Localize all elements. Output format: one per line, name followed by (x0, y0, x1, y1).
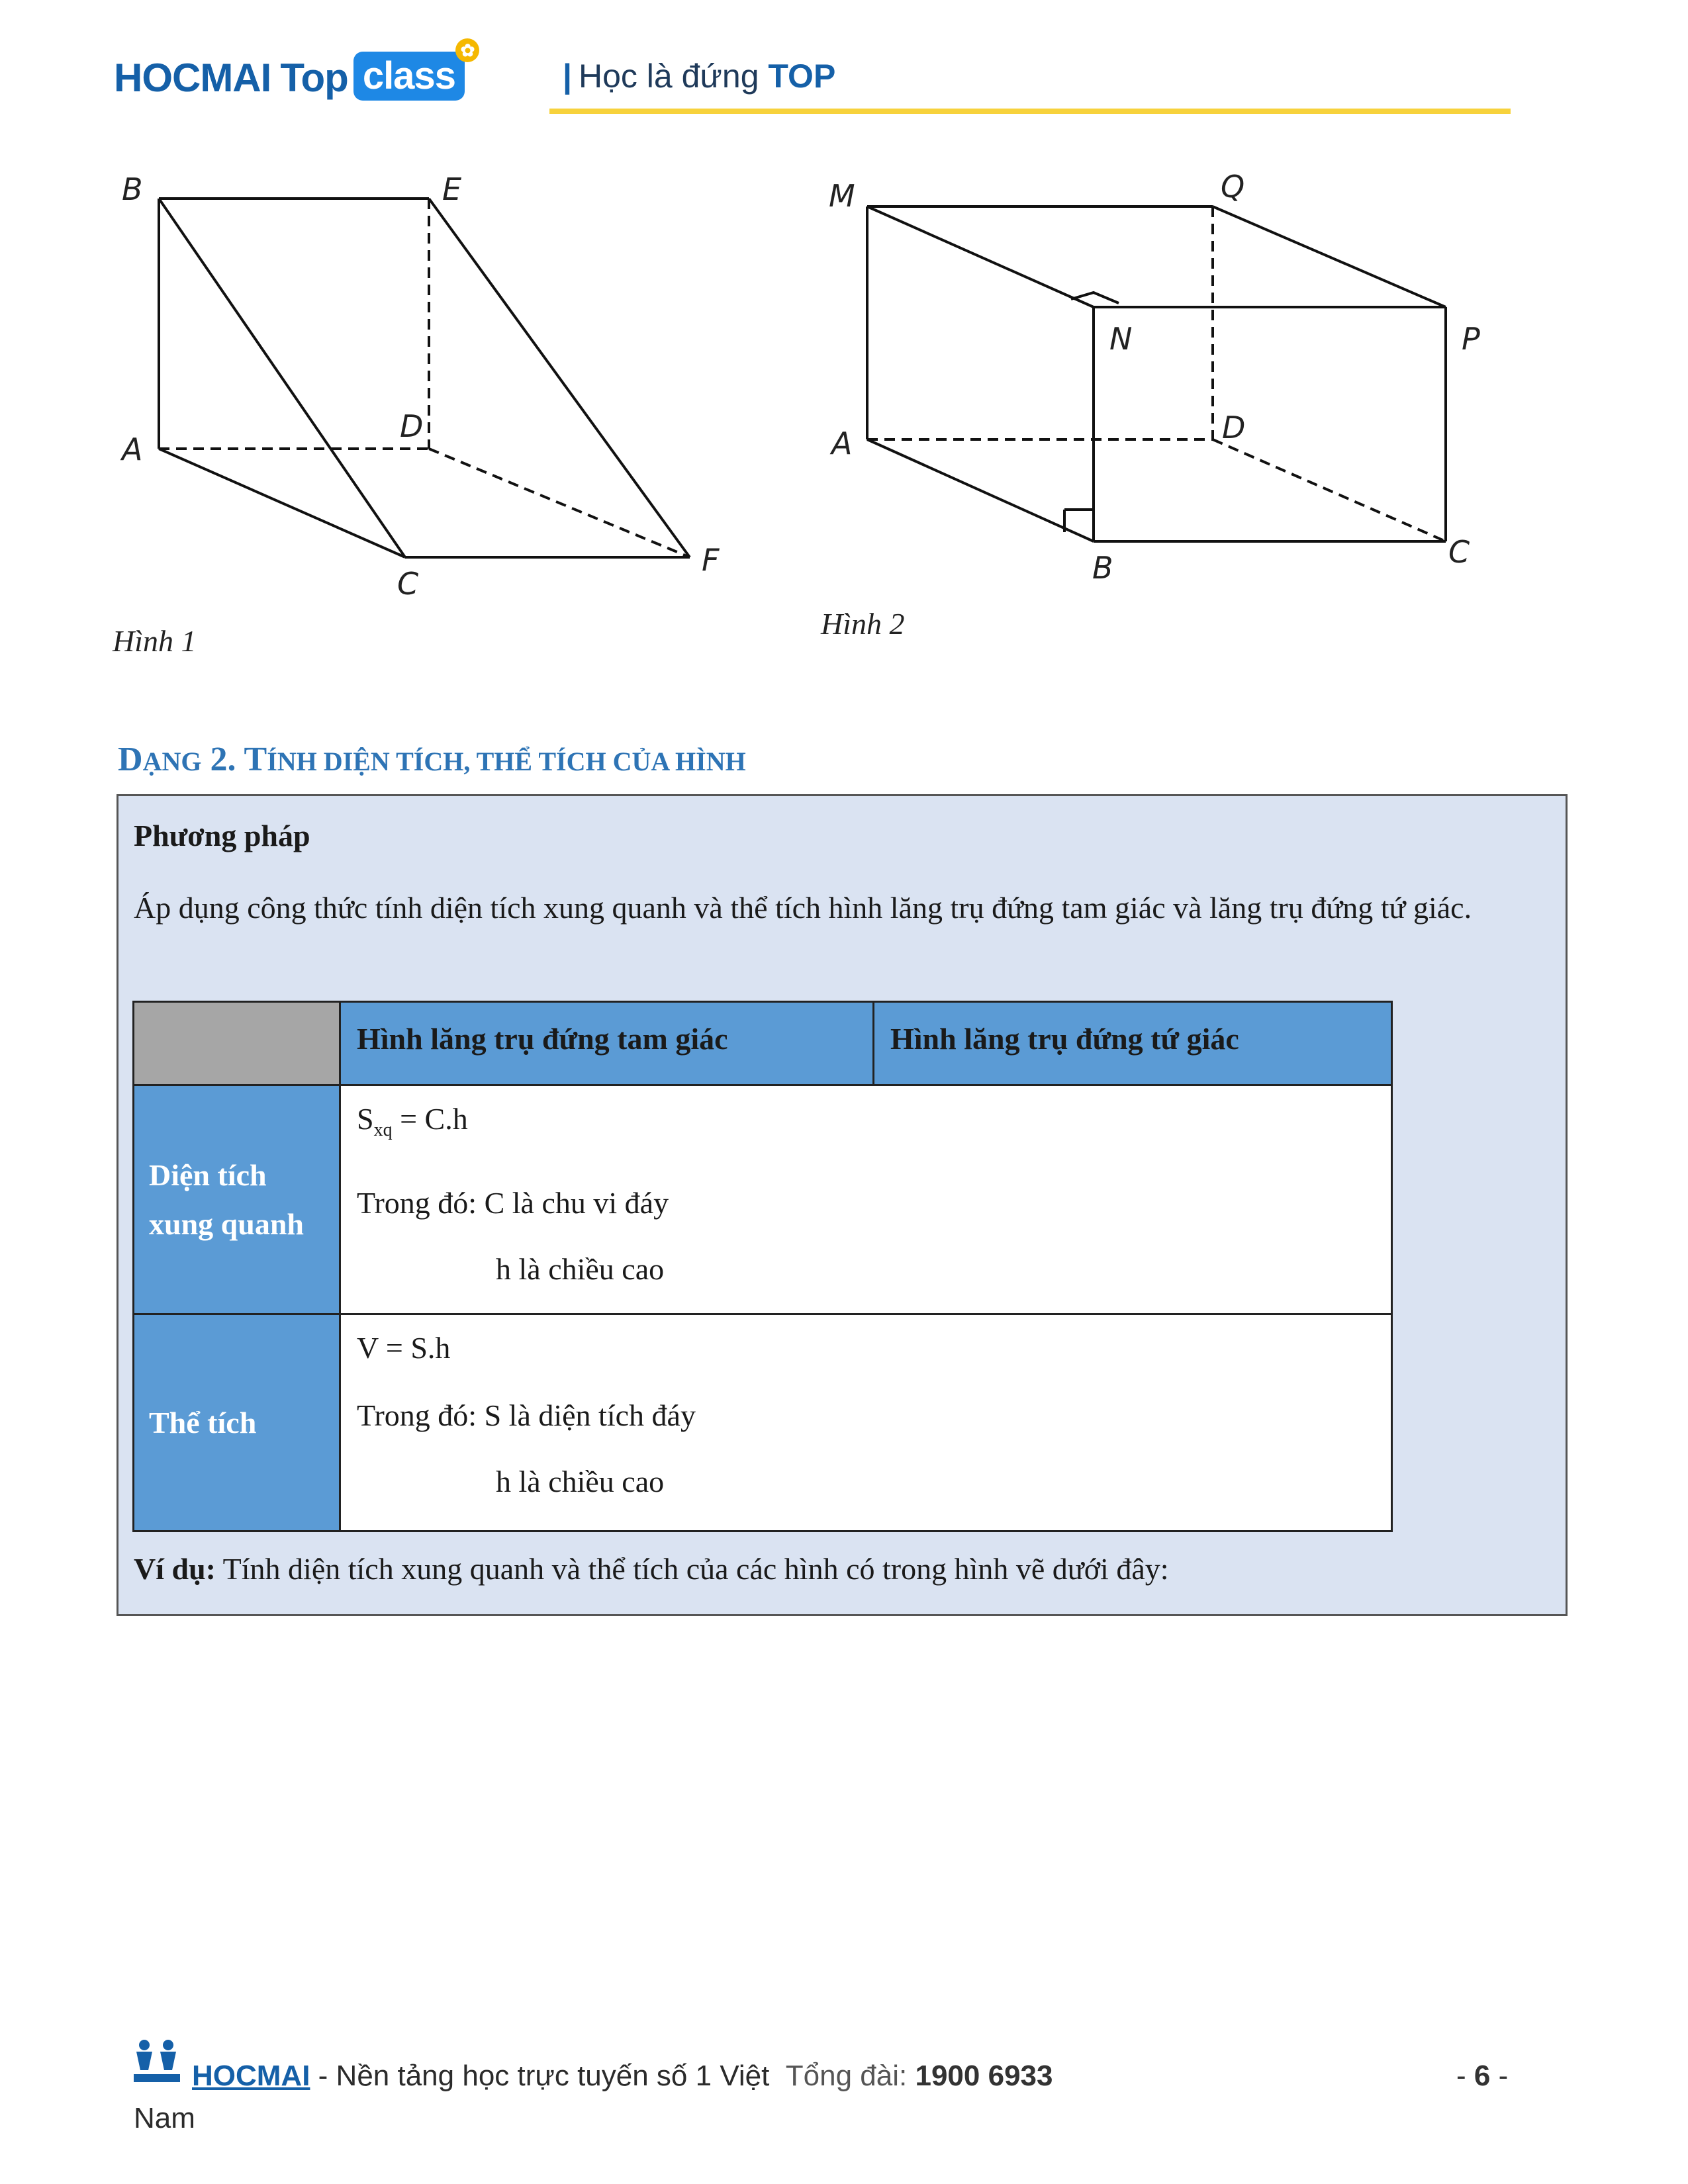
fig1-label-c: C (397, 566, 419, 602)
fig1-label-e: E (442, 171, 462, 207)
fig2-label-p: P (1462, 321, 1480, 357)
row2-line3: h là chiều cao (496, 1465, 665, 1498)
row1-label-line2: xung quanh (149, 1206, 304, 1241)
section-title-part2: ÍNH DIỆN TÍCH, THỂ TÍCH CỦA HÌNH (267, 747, 746, 776)
method-body: Áp dụng công thức tính diện tích xung quanh và thể tích hình lăng trụ đứng tam giác và lăng trụ đứng tứ giác. (134, 891, 1472, 925)
page-value: 6 (1474, 2060, 1491, 2092)
fig2-label-n: N (1109, 321, 1133, 357)
figure2-prism (867, 206, 1446, 541)
hocmai-logo-icon (131, 2037, 184, 2087)
row1-line2: Trong đó: C là chu vi đáy (357, 1186, 669, 1220)
page-prefix: - (1456, 2060, 1474, 2092)
slogan-highlight: TOP (768, 58, 836, 95)
fig2-label-q: Q (1221, 169, 1245, 205)
table-header-row (134, 1002, 1392, 1085)
row2-line2: Trong đó: S là diện tích đáy (357, 1398, 696, 1432)
row1-label-line1: Diện tích (149, 1158, 267, 1192)
row1-formula (357, 1099, 1375, 1150)
footer-hotline-label: Tổng đài: (785, 2060, 915, 2092)
table-row-volume (134, 1314, 1392, 1531)
example-body: Tính diện tích xung quanh và thể tích của các hình có trong hình vẽ dưới đây: (215, 1552, 1169, 1586)
row1-content (340, 1085, 1392, 1314)
example-text (134, 1551, 1169, 1586)
section-title-prefix: D (118, 741, 143, 778)
footer-tagline-end: Nam (134, 2102, 195, 2134)
formula-table (132, 1001, 1393, 1532)
table-row-lateral-area (134, 1085, 1392, 1314)
table-header-col2: Hình lăng trụ đứng tứ giác (874, 1002, 1392, 1085)
brand-top: Top (280, 56, 348, 100)
fig2-label-b: B (1092, 550, 1113, 586)
row2-content (340, 1314, 1392, 1531)
section-title (118, 740, 746, 779)
section-title-num: 2. T (201, 741, 267, 778)
row1-label (134, 1085, 340, 1314)
slogan-divider: | (563, 58, 572, 95)
table-header-col1: Hình lăng trụ đứng tam giác (340, 1002, 874, 1085)
figure2-caption: Hình 2 (821, 607, 905, 641)
fig2-label-a: A (831, 426, 853, 461)
brand-class: class (362, 54, 455, 97)
figure1-prism (159, 199, 690, 557)
fig2-label-d: D (1222, 410, 1246, 445)
fig2-label-m: M (829, 178, 855, 214)
row1-formula-sub: xq (373, 1120, 393, 1141)
section-title-part1: ẠNG (142, 747, 202, 776)
footer-text (192, 2060, 1053, 2093)
row2-formula: V = S.h (357, 1331, 451, 1365)
fig2-label-c: C (1448, 534, 1470, 570)
row1-formula-s: S (357, 1102, 374, 1136)
footer-hotline: 1900 6933 (915, 2060, 1053, 2092)
table-corner (134, 1002, 340, 1085)
page-suffix: - (1490, 2060, 1509, 2092)
fig1-label-a: A (122, 432, 143, 467)
row2-label: Thể tích (134, 1314, 340, 1531)
footer-tagline: - Nền tảng học trực tuyến số 1 Việt (310, 2060, 770, 2092)
fig1-label-b: B (122, 171, 143, 207)
example-label: Ví dụ: (134, 1552, 216, 1586)
slogan-text: Học là đứng (579, 58, 759, 95)
figure1-caption: Hình 1 (113, 624, 197, 658)
page-number (1456, 2060, 1508, 2093)
row1-formula-rest: = C.h (392, 1102, 468, 1136)
brand-main: HOCMAI (114, 56, 271, 100)
star-icon: ✿ (455, 38, 479, 62)
fig1-label-f: F (702, 542, 720, 578)
method-title: Phương pháp (134, 819, 310, 852)
row1-line3: h là chiều cao (496, 1252, 665, 1287)
footer-brand-link[interactable]: HOCMAI (192, 2060, 310, 2092)
fig1-label-d: D (400, 408, 424, 444)
